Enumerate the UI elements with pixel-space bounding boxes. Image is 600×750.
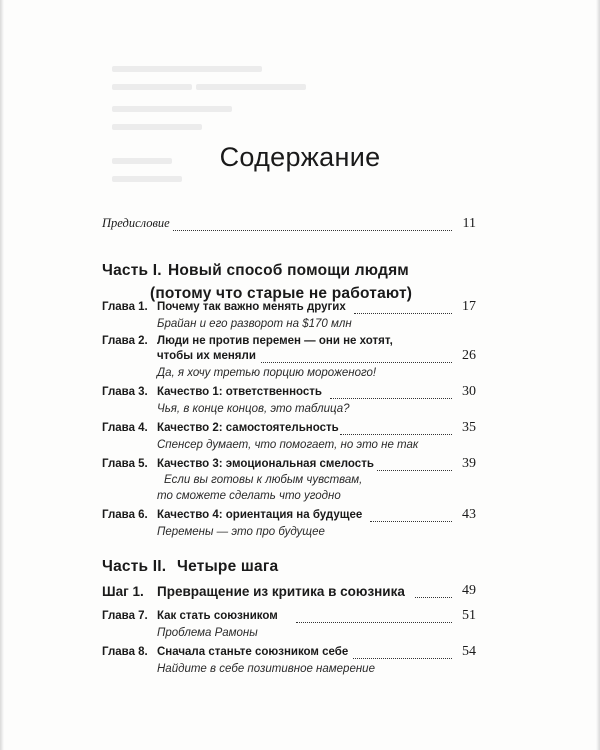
chapter-7-subtitle: Проблема Рамоны — [157, 627, 258, 639]
bleed-through-line — [112, 176, 182, 182]
chapter-8-page-number: 54 — [462, 644, 476, 659]
bleed-through-line — [112, 66, 262, 72]
leader-dots — [354, 313, 452, 314]
chapter-4-subtitle: Спенсер думает, что помогает, но это не так — [157, 439, 419, 451]
chapter-3-label: Глава 3. — [102, 386, 148, 398]
bleed-through-line — [112, 124, 202, 130]
chapter-7-page-number: 51 — [462, 608, 476, 623]
chapter-3-title[interactable]: Качество 1: ответственность — [157, 386, 322, 398]
chapter-8-subtitle: Найдите в себе позитивное намерение — [157, 663, 375, 675]
leader-dots — [415, 597, 452, 598]
chapter-5-page-number: 39 — [462, 456, 476, 471]
part-2-label: Часть II. — [102, 558, 167, 575]
step-1-page-number: 49 — [462, 583, 476, 598]
page-title: Содержание — [219, 142, 381, 172]
chapter-2-title-line-1[interactable]: Люди не против перемен — они не хотят, — [157, 335, 393, 347]
preface-page-number: 11 — [462, 216, 476, 231]
leader-dots — [377, 470, 452, 471]
chapter-1-subtitle: Брайан и его разворот на $170 млн — [157, 318, 352, 330]
bleed-through-line — [112, 106, 232, 112]
page-edge-right — [596, 0, 600, 750]
part-2-title[interactable]: Четыре шага — [177, 558, 279, 575]
chapter-4-page-number: 35 — [462, 420, 476, 435]
chapter-6-label: Глава 6. — [102, 509, 148, 521]
leader-dots — [330, 398, 452, 399]
chapter-2-page-number: 26 — [462, 348, 476, 363]
chapter-5-title[interactable]: Качество 3: эмоциональная смелость — [157, 458, 374, 470]
bleed-through-line — [112, 84, 192, 90]
chapter-1-page-number: 17 — [462, 299, 476, 314]
preface-title[interactable]: Предисловие — [102, 216, 170, 230]
leader-dots — [261, 362, 452, 363]
step-1-title[interactable]: Превращение из критика в союзника — [157, 584, 405, 599]
chapter-3-page-number: 30 — [462, 384, 476, 399]
chapter-8-title[interactable]: Сначала станьте союзником себе — [157, 646, 349, 658]
chapter-4-label: Глава 4. — [102, 422, 148, 434]
chapter-6-page-number: 43 — [462, 507, 476, 522]
chapter-2-title-line-2[interactable]: чтобы их меняли — [157, 350, 256, 362]
step-1-label: Шаг 1. — [102, 584, 144, 599]
chapter-6-subtitle: Перемены — это про будущее — [157, 526, 325, 538]
leader-dots — [370, 521, 452, 522]
chapter-2-label: Глава 2. — [102, 335, 148, 347]
chapter-6-title[interactable]: Качество 4: ориентация на будущее — [157, 509, 363, 521]
chapter-2-subtitle: Да, я хочу третью порцию мороженого! — [157, 367, 377, 379]
chapter-7-title[interactable]: Как стать союзником — [157, 610, 278, 622]
chapter-3-subtitle: Чья, в конце концов, это таблица? — [157, 403, 350, 415]
chapter-7-label: Глава 7. — [102, 610, 148, 622]
chapter-1-label: Глава 1. — [102, 301, 148, 313]
leader-dots — [173, 230, 452, 231]
part-1-label: Часть I. — [102, 262, 162, 279]
chapter-5-subtitle-line-1: Если вы готовы к любым чувствам, — [164, 474, 363, 486]
chapter-5-subtitle-line-2: то сможете сделать что угодно — [157, 490, 341, 502]
bleed-through-line — [196, 84, 306, 90]
leader-dots — [296, 622, 452, 623]
part-1-title-line-2[interactable]: (потому что старые не работают) — [150, 285, 413, 302]
part-1-title-line-1[interactable]: Новый способ помощи людям — [168, 262, 409, 279]
page-edge-left — [0, 0, 4, 750]
leader-dots — [353, 658, 452, 659]
chapter-1-title[interactable]: Почему так важно менять других — [157, 301, 346, 313]
chapter-8-label: Глава 8. — [102, 646, 148, 658]
leader-dots — [340, 434, 452, 435]
chapter-5-label: Глава 5. — [102, 458, 148, 470]
chapter-4-title[interactable]: Качество 2: самостоятельность — [157, 422, 339, 434]
